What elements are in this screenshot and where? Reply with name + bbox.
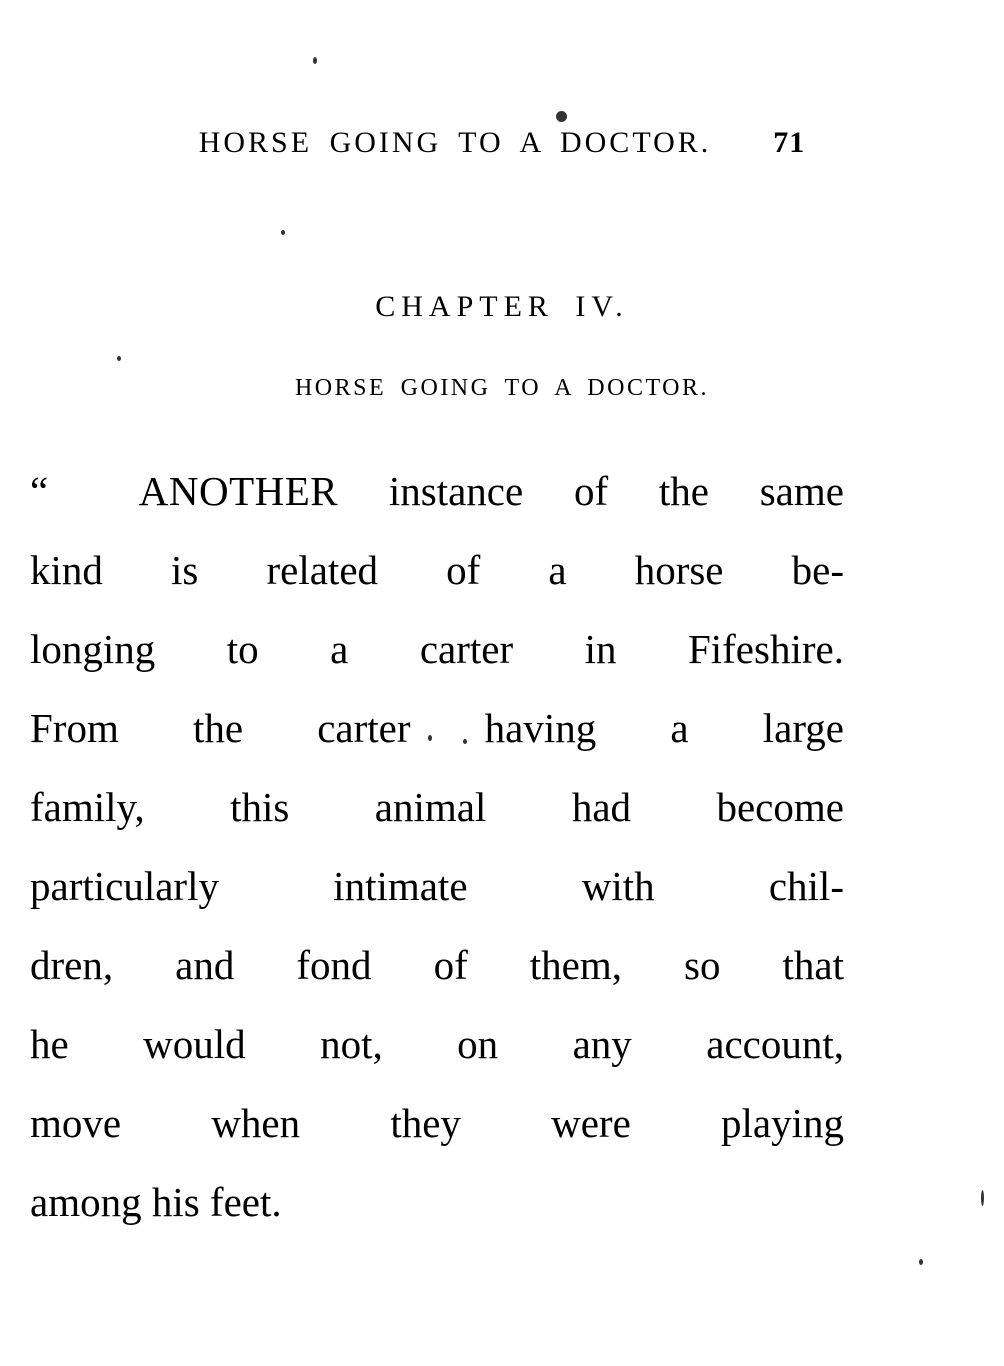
body-word: of bbox=[433, 942, 468, 988]
body-word: them, bbox=[529, 942, 622, 988]
scan-speck-icon bbox=[981, 1190, 984, 1206]
body-word: fond bbox=[296, 942, 372, 988]
body-word: the bbox=[658, 468, 709, 514]
chapter-subtitle: HORSE GOING TO A DOCTOR. bbox=[294, 375, 710, 401]
body-word: carter bbox=[419, 626, 514, 672]
body-word: this bbox=[230, 784, 290, 830]
open-quote: “ bbox=[30, 468, 49, 514]
body-line bbox=[30, 452, 844, 531]
body-text bbox=[30, 452, 844, 1242]
body-word: From bbox=[30, 705, 119, 751]
body-word: playing bbox=[720, 1100, 844, 1146]
body-word: of bbox=[573, 468, 609, 514]
body-word: the bbox=[193, 705, 244, 751]
body-line bbox=[30, 689, 844, 768]
body-word: having bbox=[484, 705, 597, 751]
scan-speck-icon bbox=[117, 356, 121, 361]
running-head-title: HORSE GOING TO A DOCTOR. bbox=[198, 126, 712, 159]
body-word: intimate bbox=[333, 863, 468, 909]
body-word: among his feet. bbox=[30, 1179, 282, 1225]
chapter-heading: CHAPTER IV. bbox=[375, 290, 629, 323]
body-word: on bbox=[457, 1021, 499, 1067]
scan-speck-icon bbox=[556, 111, 567, 122]
body-word: in bbox=[584, 626, 617, 672]
body-line bbox=[30, 1163, 844, 1242]
body-word: that bbox=[782, 942, 844, 988]
body-word: be- bbox=[791, 547, 844, 593]
body-word: dren, bbox=[30, 942, 114, 988]
body-word: would bbox=[143, 1021, 246, 1067]
body-word: animal bbox=[374, 784, 487, 830]
small-caps-opening-word: ANOTHER bbox=[138, 468, 339, 514]
body-word: kind bbox=[30, 547, 103, 593]
scan-speck-icon bbox=[313, 57, 317, 64]
body-line bbox=[30, 610, 844, 689]
body-line bbox=[30, 926, 844, 1005]
body-word: family, bbox=[30, 784, 145, 830]
body-word: Fifeshire. bbox=[687, 626, 844, 672]
body-line bbox=[30, 847, 844, 926]
page-number: 71 bbox=[773, 126, 806, 159]
body-word: and bbox=[175, 942, 235, 988]
body-word: so bbox=[684, 942, 721, 988]
body-word: with bbox=[581, 863, 655, 909]
body-word: same bbox=[759, 468, 844, 514]
body-word: they bbox=[390, 1100, 461, 1146]
body-word: become bbox=[716, 784, 844, 830]
body-line bbox=[30, 531, 844, 610]
body-word: any bbox=[572, 1021, 632, 1067]
body-word: large bbox=[762, 705, 844, 751]
body-line bbox=[30, 768, 844, 847]
body-word: move bbox=[30, 1100, 122, 1146]
body-word: had bbox=[571, 784, 632, 830]
body-word: related bbox=[266, 547, 379, 593]
body-word: chil- bbox=[768, 863, 844, 909]
body-word: to bbox=[226, 626, 259, 672]
body-word: he bbox=[30, 1021, 69, 1067]
body-word: particularly bbox=[30, 863, 219, 909]
body-word: a bbox=[330, 626, 349, 672]
body-word: carter bbox=[317, 705, 411, 751]
body-word: when bbox=[211, 1100, 301, 1146]
body-word: not, bbox=[320, 1021, 383, 1067]
body-word: account, bbox=[706, 1021, 844, 1067]
body-word: longing bbox=[30, 626, 156, 672]
body-word: a bbox=[670, 705, 689, 751]
scan-speck-icon bbox=[281, 230, 285, 235]
body-word: a bbox=[548, 547, 567, 593]
body-word: were bbox=[551, 1100, 631, 1146]
scan-speck-icon bbox=[919, 1259, 923, 1265]
body-line bbox=[30, 1084, 844, 1163]
body-word: instance bbox=[388, 468, 524, 514]
body-word: horse bbox=[634, 547, 724, 593]
running-head bbox=[0, 126, 1004, 160]
body-line bbox=[30, 1005, 844, 1084]
body-word: of bbox=[446, 547, 481, 593]
body-word: is bbox=[171, 547, 199, 593]
